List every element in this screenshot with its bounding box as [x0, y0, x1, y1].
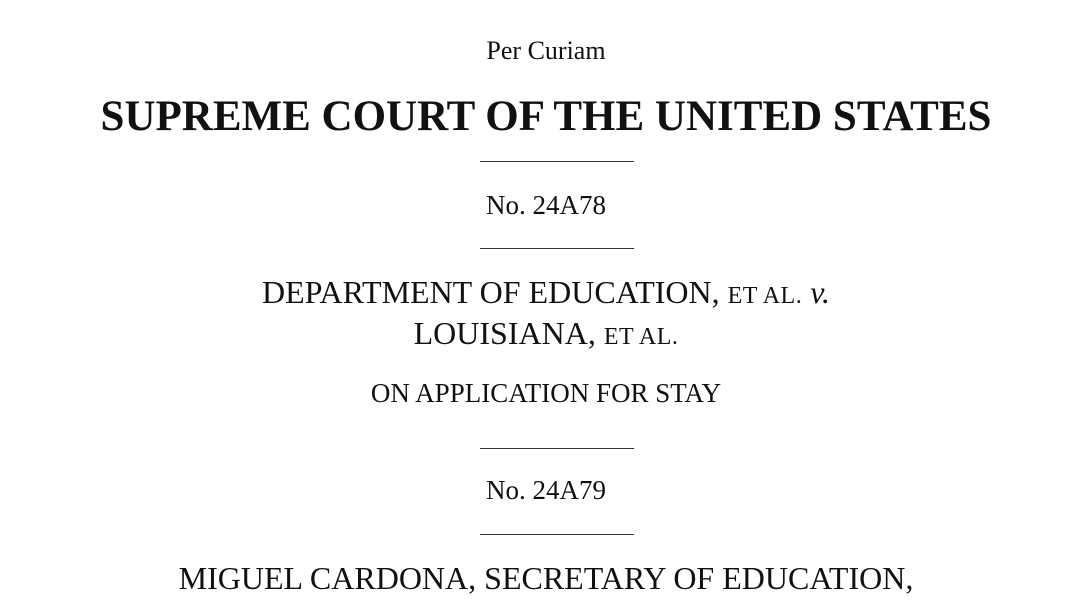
separator-rule — [480, 248, 634, 249]
separator-rule — [480, 448, 634, 449]
docket-number-1: No. 24A78 — [486, 190, 606, 220]
docket-number-2: No. 24A79 — [486, 475, 606, 505]
case-caption-line-1 — [0, 272, 1092, 316]
versus-marker: v. — [810, 274, 831, 310]
running-header: Per Curiam — [486, 36, 606, 65]
case-caption-2-line-1: MIGUEL CARDONA, SECRETARY OF EDUCATION, — [178, 560, 914, 596]
separator-rule — [480, 161, 634, 162]
court-name-heading: SUPREME COURT OF THE UNITED STATES — [100, 93, 992, 140]
respondent-et-al: ET AL. — [603, 324, 679, 350]
respondent-name: LOUISIANA, — [413, 315, 596, 351]
case-caption-line-2 — [0, 313, 1092, 357]
proceeding-label: ON APPLICATION FOR STAY — [370, 378, 722, 408]
separator-rule — [480, 534, 634, 535]
petitioner-et-al: ET AL. — [727, 283, 803, 309]
petitioner-name: DEPARTMENT OF EDUCATION, — [261, 274, 720, 310]
